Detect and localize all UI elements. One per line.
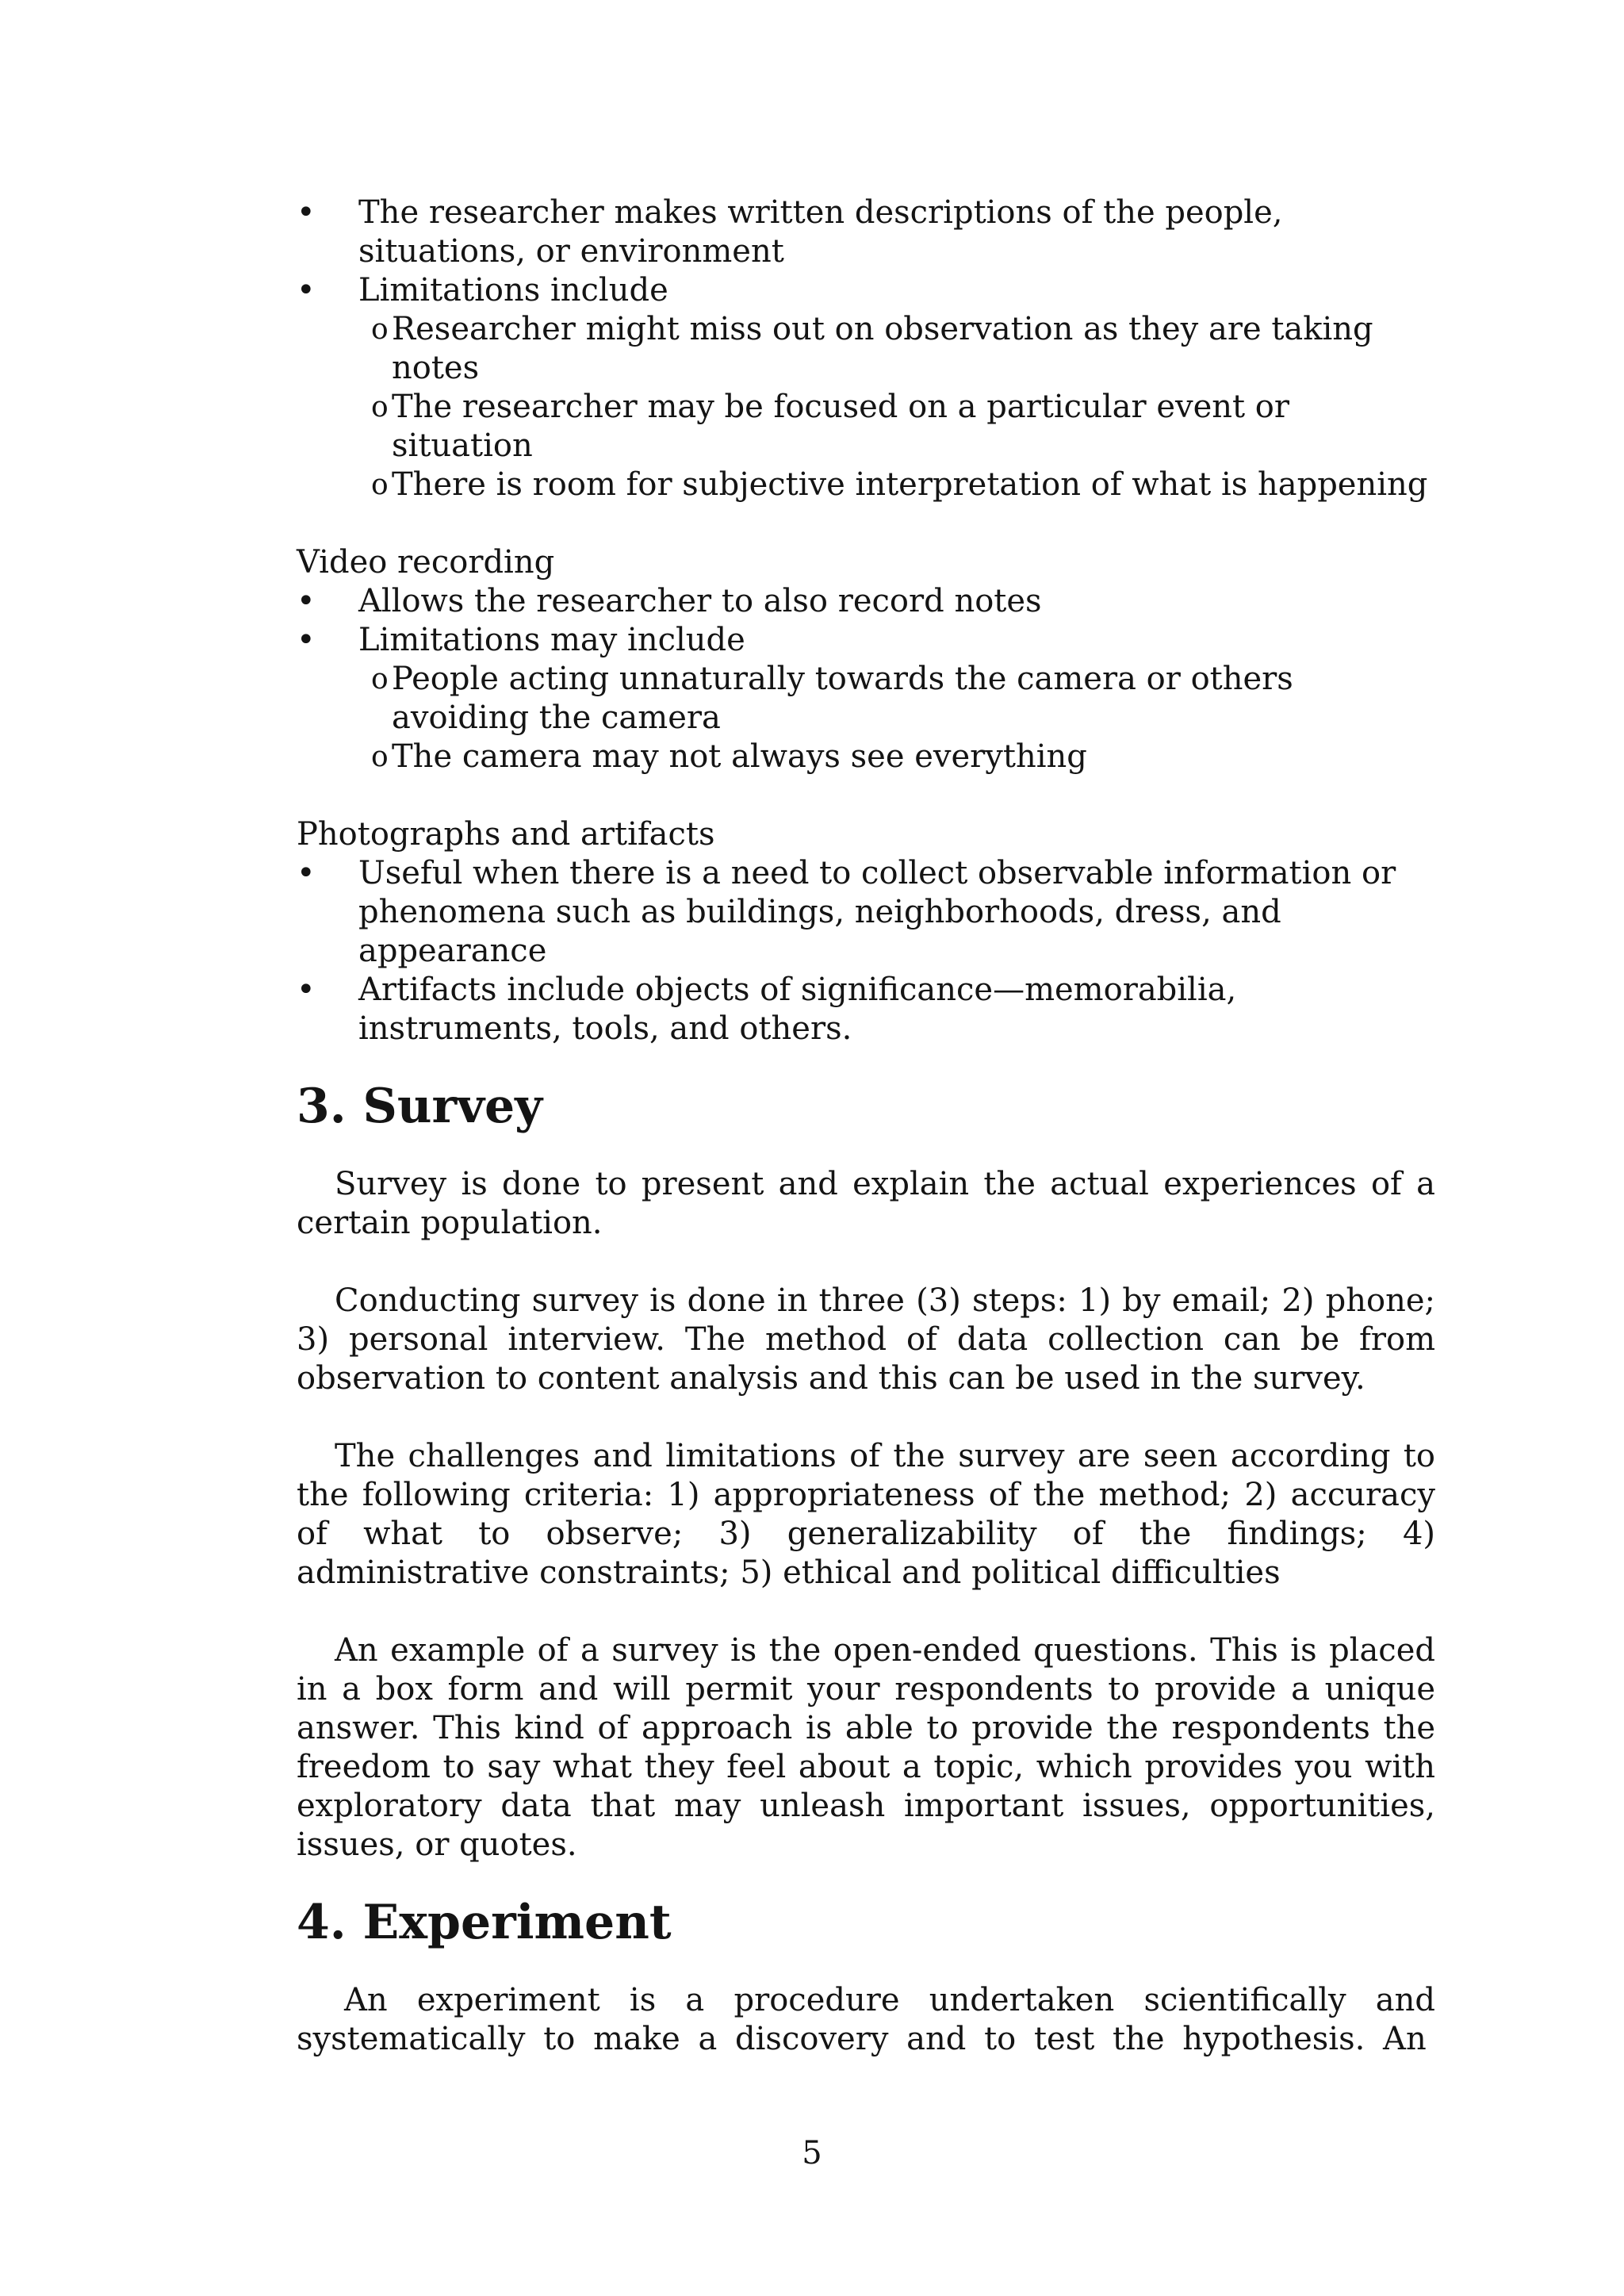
bullet-text: Useful when there is a need to collect observable information or phenomena such as buildings, neighborhoods, dress, and appearance <box>358 855 1396 969</box>
experiment-heading: 4. Experiment <box>297 1895 672 1950</box>
spacer <box>297 776 1435 815</box>
list-item <box>297 854 1435 971</box>
spacer <box>297 1398 1435 1437</box>
bullet-text: Limitations include <box>358 272 668 309</box>
list-item <box>297 582 1435 621</box>
survey-paragraph: Survey is done to present and explain the actual experiences of a certain population. <box>297 1166 1435 1241</box>
bullet-text: Allows the researcher to also record notes <box>358 583 1042 619</box>
list-item <box>297 971 1435 1048</box>
bullet-icon: • <box>297 855 316 891</box>
list-item <box>297 621 1435 660</box>
bullet-icon: • <box>297 583 316 619</box>
observation-notes-list <box>297 194 1435 310</box>
survey-paragraph: The challenges and limitations of the survey are seen according to the following criteria: 1) appropriateness of the method; 2) accuracy of what to observe; 3) generalizability of the findings; 4) administrative constraints; 5) ethical and political difficulties <box>297 1438 1435 1591</box>
survey-paragraph: Conducting survey is done in three (3) steps: 1) by email; 2) phone; 3) personal interview. The method of data collection can be from observation to content analysis and this can be used in the survey. <box>297 1282 1435 1397</box>
list-item <box>297 388 1435 466</box>
experiment-paragraph: An experiment is a procedure undertaken scientifically and systematically to make a discovery and to test the hypothesis. An <box>297 1982 1435 2057</box>
list-item <box>297 194 1435 271</box>
survey-heading: 3. Survey <box>297 1079 542 1134</box>
page-number: 5 <box>802 2135 822 2171</box>
bullet-text: The researcher makes written descriptions of the people, situations, or environment <box>358 194 1283 270</box>
circle-bullet-icon: o <box>371 391 389 424</box>
bullet-text: Artifacts include objects of significance—memorabilia, instruments, tools, and others. <box>358 972 1237 1047</box>
circle-bullet-icon: o <box>371 663 389 696</box>
video-recording-list <box>297 582 1435 660</box>
spacer <box>297 1593 1435 1631</box>
bullet-icon: • <box>297 622 316 658</box>
bullet-icon: • <box>297 194 316 231</box>
spacer <box>297 1243 1435 1282</box>
observation-limitations-list <box>297 310 1435 504</box>
circle-bullet-icon: o <box>371 313 389 346</box>
sub-bullet-text: There is room for subjective interpretation of what is happening <box>392 466 1428 503</box>
photographs-list <box>297 854 1435 1048</box>
circle-bullet-icon: o <box>371 741 389 773</box>
list-item <box>297 738 1435 776</box>
bullet-icon: • <box>297 972 316 1008</box>
list-item <box>297 466 1435 504</box>
document-page <box>297 194 1435 2059</box>
list-item <box>297 310 1435 388</box>
sub-bullet-text: People acting unnaturally towards the camera or others avoiding the camera <box>392 661 1293 736</box>
photographs-label: Photographs and artifacts <box>297 816 715 853</box>
bullet-text: Limitations may include <box>358 622 745 658</box>
bullet-icon: • <box>297 272 316 309</box>
list-item <box>297 271 1435 310</box>
spacer <box>297 504 1435 543</box>
list-item <box>297 660 1435 738</box>
circle-bullet-icon: o <box>371 469 389 501</box>
video-recording-label: Video recording <box>297 544 555 581</box>
sub-bullet-text: Researcher might miss out on observation as they are taking notes <box>392 311 1373 386</box>
video-limitations-list <box>297 660 1435 776</box>
survey-paragraph: An example of a survey is the open-ended questions. This is placed in a box form and will permit your respondents to provide a unique answer. This kind of approach is able to provide the respondents the freedom to say what they feel about a topic, which provides you with exploratory data that may unleash important issues, opportunities, issues, or quotes. <box>297 1632 1435 1863</box>
sub-bullet-text: The researcher may be focused on a particular event or situation <box>392 389 1290 464</box>
sub-bullet-text: The camera may not always see everything <box>392 738 1087 775</box>
